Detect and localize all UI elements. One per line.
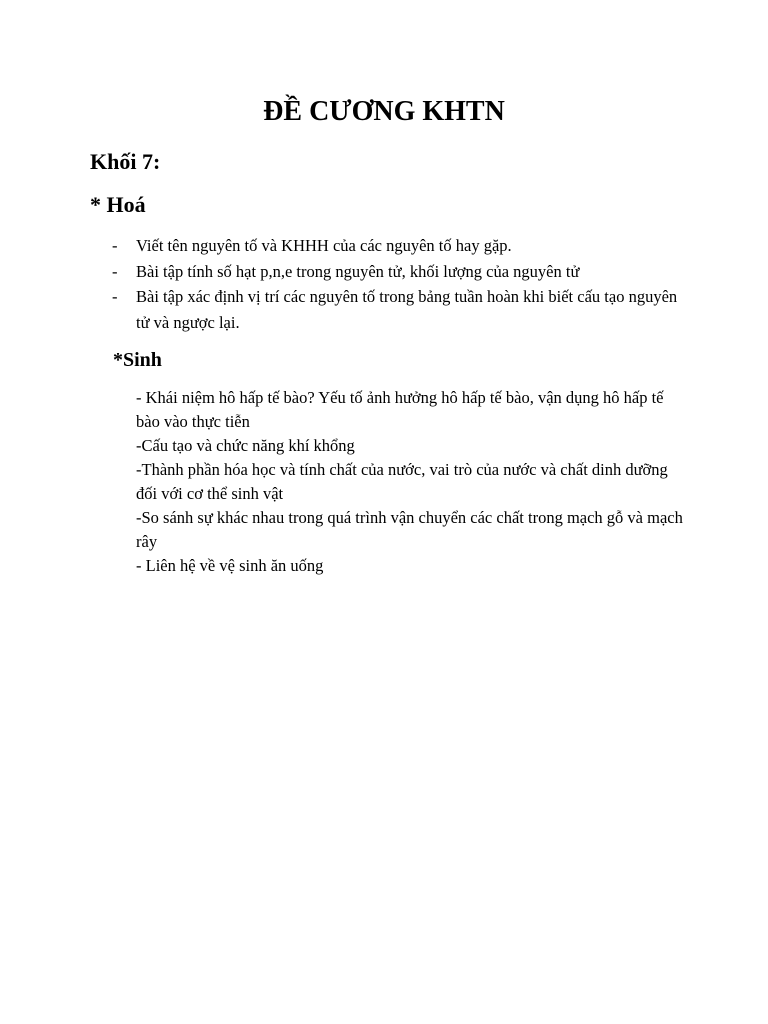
hoa-topic-list	[112, 233, 682, 335]
paragraph: - Khái niệm hô hấp tế bào? Yếu tố ảnh hưởng hô hấp tế bào, vận dụng hô hấp tế bào vào thực tiễn	[136, 388, 664, 431]
paragraph: -Cấu tạo và chức năng khí khổng	[136, 436, 355, 455]
list-item-text: Viết tên nguyên tố và KHHH của các nguyên tố hay gặp.	[136, 236, 512, 255]
paragraph: - Liên hệ về vệ sinh ăn uống	[136, 556, 324, 575]
grade-heading: Khối 7:	[90, 149, 161, 174]
list-item-text: Bài tập xác định vị trí các nguyên tố trong bảng tuần hoàn khi biết cấu tạo nguyên tử và ngược lại.	[136, 287, 678, 332]
bullet-dash: -	[112, 236, 118, 255]
list-item	[112, 233, 682, 259]
list-item	[112, 284, 682, 335]
list-item	[112, 259, 682, 285]
sinh-topic-list	[136, 386, 691, 578]
list-item-text: Bài tập tính số hạt p,n,e trong nguyên tử, khối lượng của nguyên tử	[136, 261, 580, 281]
paragraph: -Thành phần hóa học và tính chất của nước, vai trò của nước và chất dinh dưỡng đối với cơ thể sinh vật	[136, 460, 668, 503]
section-heading-hoa: * Hoá	[90, 192, 146, 217]
bullet-dash: -	[112, 287, 118, 306]
bullet-dash: -	[112, 261, 118, 281]
document-title: ĐỀ CƯƠNG KHTN	[263, 96, 505, 127]
section-heading-sinh: *Sinh	[113, 349, 162, 371]
paragraph: -So sánh sự khác nhau trong quá trình vận chuyển các chất trong mạch gỗ và mạch rây	[136, 508, 683, 551]
